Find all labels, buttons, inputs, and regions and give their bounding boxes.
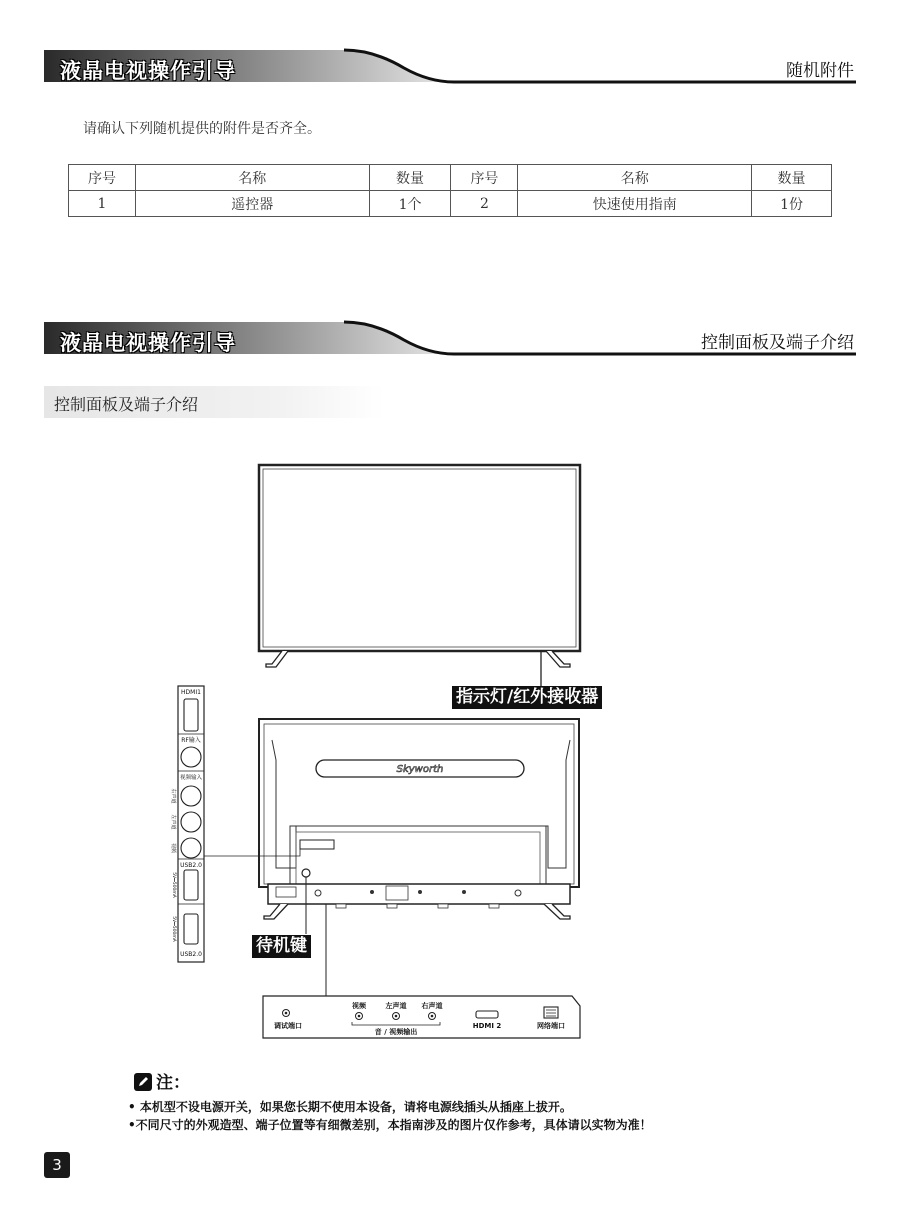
standby-key-label: 待机键 bbox=[252, 935, 311, 958]
col-header-name: 名称 bbox=[135, 165, 369, 191]
cell-index: 1 bbox=[69, 191, 136, 217]
col-header-qty-2: 数量 bbox=[752, 165, 832, 191]
left-channel-port bbox=[181, 812, 201, 832]
header-title: 液晶电视操作引导 bbox=[60, 331, 236, 355]
notes-heading bbox=[134, 1068, 190, 1093]
av-right-label: 右声道 bbox=[421, 1002, 443, 1010]
av-left-label: 左声道 bbox=[385, 1002, 407, 1010]
cell-name: 遥控器 bbox=[135, 191, 369, 217]
indicator-ir-label: 指示灯/红外接收器 bbox=[452, 686, 602, 709]
right-channel-label: 右声道 bbox=[170, 788, 176, 804]
usb-top-rating: 5V⎓500mA bbox=[171, 872, 176, 898]
usb-top-label: USB2.0 bbox=[180, 862, 202, 869]
usb-bottom-label: USB2.0 bbox=[180, 951, 202, 958]
pencil-icon bbox=[134, 1073, 152, 1091]
page-number: 3 bbox=[44, 1152, 70, 1178]
header-subtitle: 随机附件 bbox=[786, 61, 854, 81]
rf-port bbox=[181, 747, 201, 767]
col-header-index-2: 序号 bbox=[451, 165, 518, 191]
intro-text: 请确认下列随机提供的附件是否齐全。 bbox=[83, 121, 321, 137]
debug-port-label: 调试端口 bbox=[274, 1022, 302, 1030]
tv-front bbox=[259, 465, 580, 686]
cell-qty-2: 1份 bbox=[752, 191, 832, 217]
usb-bottom-port bbox=[184, 914, 198, 944]
note-line-1: • 本机型不设电源开关，如果您长期不使用本设备，请将电源线插头从插座上拔开。 bbox=[128, 1100, 572, 1114]
hdmi1-port bbox=[184, 699, 198, 731]
bottom-port-panel bbox=[263, 996, 580, 1038]
right-channel-port bbox=[181, 786, 201, 806]
col-header-qty: 数量 bbox=[369, 165, 451, 191]
av-output-label: 音 / 视频输出 bbox=[374, 1028, 418, 1036]
usb-top-port bbox=[184, 870, 198, 900]
brand-logo: Skyworth bbox=[396, 764, 444, 775]
rf-label: RF输入 bbox=[181, 737, 201, 744]
network-port-label: 网络端口 bbox=[537, 1022, 565, 1030]
cell-qty: 1个 bbox=[369, 191, 451, 217]
note-line-2: •不同尺寸的外观造型、端子位置等有细微差别，本指南涉及的图片仅作参考，具体请以实物为准！ bbox=[128, 1118, 652, 1132]
hdmi1-label: HDMI1 bbox=[181, 689, 201, 696]
left-channel-label: 左声道 bbox=[170, 814, 176, 830]
hdmi2-label: HDMI 2 bbox=[472, 1022, 502, 1030]
side-port-panel bbox=[170, 686, 204, 962]
notes-heading-text: 注： bbox=[156, 1073, 190, 1093]
cell-name-2: 快速使用指南 bbox=[518, 191, 752, 217]
cell-index-2: 2 bbox=[451, 191, 518, 217]
video-label: 视频 bbox=[170, 842, 176, 854]
video-port bbox=[181, 838, 201, 858]
video-in-label: 视频输入 bbox=[179, 775, 203, 781]
col-header-name-2: 名称 bbox=[518, 165, 752, 191]
header-title: 液晶电视操作引导 bbox=[60, 59, 236, 83]
col-header-index: 序号 bbox=[69, 165, 136, 191]
tv-back bbox=[259, 719, 579, 919]
hdmi2-port bbox=[476, 1011, 498, 1018]
usb-bottom-rating: 5V⎓500mA bbox=[171, 916, 176, 942]
av-video-label: 视频 bbox=[352, 1002, 366, 1010]
section-title: 控制面板及端子介绍 bbox=[54, 395, 199, 414]
header-subtitle: 控制面板及端子介绍 bbox=[701, 333, 854, 353]
